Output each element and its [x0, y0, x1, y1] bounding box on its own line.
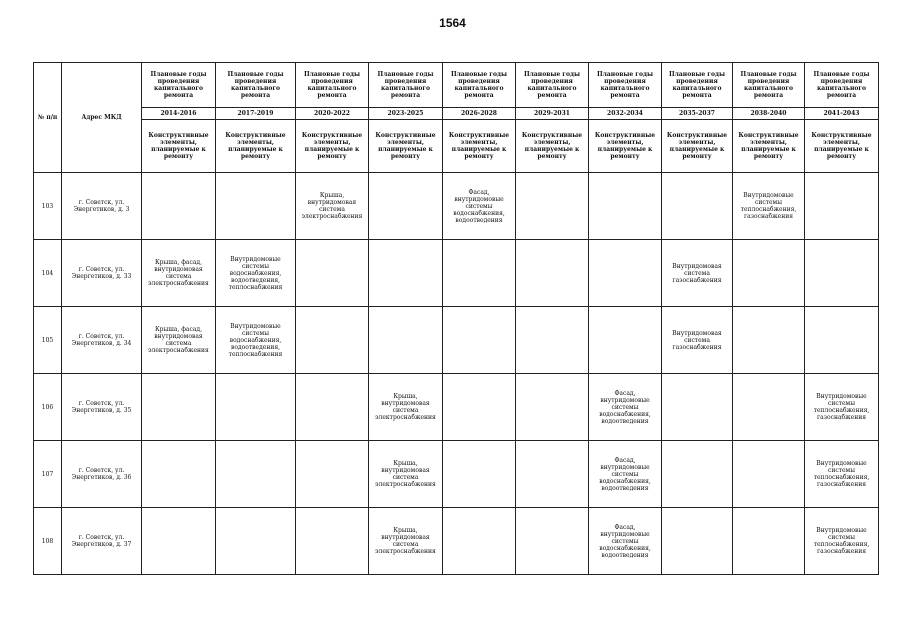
repair-works-cell	[733, 307, 805, 374]
row-address: г. Советск, ул. Энергетиков, д. 34	[62, 307, 142, 374]
header-row-years	[34, 108, 879, 120]
plan-header: Плановые годы проведения капитального ремонта	[443, 63, 516, 108]
repair-works-cell	[733, 374, 805, 441]
repair-works-cell: Внутридомовые системы водоснабжения, водоотведения, теплоснабжения	[216, 307, 296, 374]
row-number: 107	[34, 441, 62, 508]
elements-header: Конструктивные элементы, планируемые к ремонту	[589, 120, 662, 173]
repair-works-cell: Внутридомовая система газоснабжения	[662, 307, 733, 374]
years-header: 2026-2028	[443, 108, 516, 120]
repair-works-cell: Внутридомовые системы теплоснабжения, газоснабжения	[805, 374, 879, 441]
repair-works-cell	[516, 508, 589, 575]
row-address: г. Советск, ул. Энергетиков, д. 33	[62, 240, 142, 307]
repair-works-cell	[369, 240, 443, 307]
repair-works-cell	[662, 441, 733, 508]
years-header: 2035-2037	[662, 108, 733, 120]
repair-works-cell	[516, 240, 589, 307]
repair-works-cell: Крыша, внутридомовая система электроснабжения	[369, 441, 443, 508]
elements-header: Конструктивные элементы, планируемые к ремонту	[662, 120, 733, 173]
repair-works-cell: Крыша, внутридомовая система электроснабжения	[369, 508, 443, 575]
elements-header: Конструктивные элементы, планируемые к ремонту	[805, 120, 879, 173]
repair-works-cell: Фасад, внутридомовые системы водоснабжения, водоотведения	[443, 173, 516, 240]
row-number: 104	[34, 240, 62, 307]
row-number: 108	[34, 508, 62, 575]
repair-works-cell	[662, 508, 733, 575]
repair-works-cell: Крыша, фасад, внутридомовая система электроснабжения	[142, 240, 216, 307]
years-header: 2017-2019	[216, 108, 296, 120]
table-header	[34, 63, 879, 173]
repair-works-cell: Внутридомовые системы теплоснабжения, газоснабжения	[733, 173, 805, 240]
plan-header: Плановые годы проведения капитального ремонта	[805, 63, 879, 108]
repair-works-cell	[589, 173, 662, 240]
years-header: 2020-2022	[296, 108, 369, 120]
repair-works-cell: Внутридомовые системы теплоснабжения, газоснабжения	[805, 508, 879, 575]
table-row	[34, 374, 879, 441]
repair-works-cell	[142, 173, 216, 240]
repair-works-cell	[216, 374, 296, 441]
row-address: г. Советск, ул. Энергетиков, д. 3	[62, 173, 142, 240]
elements-header: Конструктивные элементы, планируемые к ремонту	[296, 120, 369, 173]
repair-works-cell	[142, 374, 216, 441]
repair-works-cell	[369, 307, 443, 374]
years-header: 2014-2016	[142, 108, 216, 120]
table-row	[34, 240, 879, 307]
row-address: г. Советск, ул. Энергетиков, д. 35	[62, 374, 142, 441]
repair-works-cell	[443, 508, 516, 575]
repair-works-cell: Фасад, внутридомовые системы водоснабжения, водоотведения	[589, 374, 662, 441]
repair-works-cell	[443, 307, 516, 374]
table-row	[34, 307, 879, 374]
row-address: г. Советск, ул. Энергетиков, д. 36	[62, 441, 142, 508]
years-header: 2023-2025	[369, 108, 443, 120]
row-address: г. Советск, ул. Энергетиков, д. 37	[62, 508, 142, 575]
repair-works-cell	[589, 240, 662, 307]
repair-works-cell	[805, 240, 879, 307]
repair-works-cell	[516, 441, 589, 508]
repair-works-cell	[296, 307, 369, 374]
table-row	[34, 441, 879, 508]
repair-works-cell	[805, 307, 879, 374]
years-header: 2029-2031	[516, 108, 589, 120]
elements-header: Конструктивные элементы, планируемые к ремонту	[516, 120, 589, 173]
elements-header: Конструктивные элементы, планируемые к ремонту	[142, 120, 216, 173]
repair-works-cell	[443, 240, 516, 307]
repair-works-cell: Внутридомовая система газоснабжения	[662, 240, 733, 307]
elements-header: Конструктивные элементы, планируемые к ремонту	[443, 120, 516, 173]
repair-works-cell	[516, 307, 589, 374]
header-row-plan	[34, 63, 879, 108]
table-body	[34, 173, 879, 575]
elements-header: Конструктивные элементы, планируемые к ремонту	[733, 120, 805, 173]
plan-header: Плановые годы проведения капитального ремонта	[369, 63, 443, 108]
repair-works-cell	[369, 173, 443, 240]
plan-header: Плановые годы проведения капитального ремонта	[142, 63, 216, 108]
elements-header: Конструктивные элементы, планируемые к ремонту	[216, 120, 296, 173]
years-header: 2041-2043	[805, 108, 879, 120]
repair-works-cell	[662, 374, 733, 441]
repair-works-cell	[589, 307, 662, 374]
repair-works-cell: Крыша, внутридомовая система электроснабжения	[296, 173, 369, 240]
repair-works-cell	[142, 441, 216, 508]
repair-works-cell	[662, 173, 733, 240]
years-header: 2038-2040	[733, 108, 805, 120]
plan-header: Плановые годы проведения капитального ремонта	[296, 63, 369, 108]
repair-works-cell	[296, 374, 369, 441]
plan-header: Плановые годы проведения капитального ремонта	[662, 63, 733, 108]
page-number: 1564	[439, 16, 466, 30]
table-row	[34, 173, 879, 240]
repair-works-cell	[516, 173, 589, 240]
plan-header: Плановые годы проведения капитального ремонта	[216, 63, 296, 108]
repair-works-cell	[296, 441, 369, 508]
row-number: 105	[34, 307, 62, 374]
capital-repair-table	[33, 62, 879, 575]
repair-works-cell	[296, 508, 369, 575]
repair-works-cell: Внутридомовые системы теплоснабжения, газоснабжения	[805, 441, 879, 508]
repair-works-cell	[805, 173, 879, 240]
table-row	[34, 508, 879, 575]
repair-works-cell	[443, 374, 516, 441]
years-header: 2032-2034	[589, 108, 662, 120]
repair-works-cell	[296, 240, 369, 307]
repair-works-cell	[733, 240, 805, 307]
repair-works-cell	[733, 441, 805, 508]
repair-works-cell	[216, 173, 296, 240]
plan-header: Плановые годы проведения капитального ремонта	[589, 63, 662, 108]
repair-works-cell	[142, 508, 216, 575]
repair-works-cell	[216, 441, 296, 508]
repair-works-cell: Внутридомовые системы водоснабжения, водоотведения, теплоснабжения	[216, 240, 296, 307]
plan-header: Плановые годы проведения капитального ремонта	[516, 63, 589, 108]
repair-works-cell	[443, 441, 516, 508]
plan-header: Плановые годы проведения капитального ремонта	[733, 63, 805, 108]
column-header-number: № п/п	[34, 63, 62, 173]
row-number: 106	[34, 374, 62, 441]
row-number: 103	[34, 173, 62, 240]
repair-works-cell	[516, 374, 589, 441]
column-header-address: Адрес МКД	[62, 63, 142, 173]
header-row-elements	[34, 120, 879, 173]
repair-works-cell: Фасад, внутридомовые системы водоснабжения, водоотведения	[589, 508, 662, 575]
repair-works-cell: Фасад, внутридомовые системы водоснабжения, водоотведения	[589, 441, 662, 508]
repair-works-cell: Крыша, фасад, внутридомовая система электроснабжения	[142, 307, 216, 374]
repair-works-cell	[216, 508, 296, 575]
repair-works-cell: Крыша, внутридомовая система электроснабжения	[369, 374, 443, 441]
elements-header: Конструктивные элементы, планируемые к ремонту	[369, 120, 443, 173]
repair-works-cell	[733, 508, 805, 575]
